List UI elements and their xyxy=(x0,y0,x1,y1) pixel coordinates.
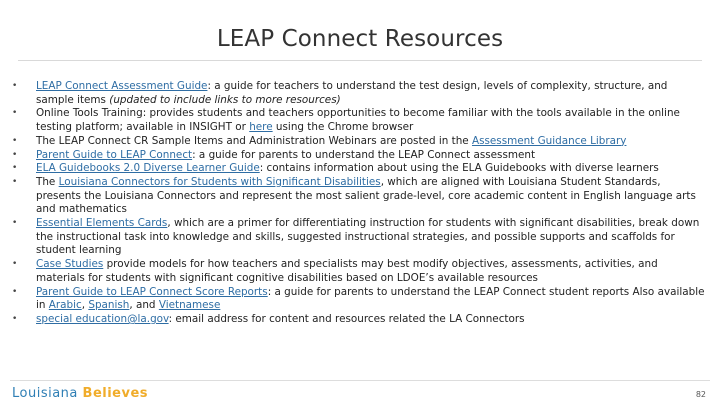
slide-title: LEAP Connect Resources xyxy=(216,26,504,52)
email-link[interactable]: special education@la.gov xyxy=(36,312,169,325)
list-item xyxy=(12,258,708,285)
list-item xyxy=(12,162,708,176)
ela-guidebooks-link[interactable]: ELA Guidebooks 2.0 Diverse Learner Guide xyxy=(36,162,260,175)
item-text: : a guide for parents to understand the LEAP Connect student reports Also available in xyxy=(36,285,705,312)
score-reports-link[interactable]: Parent Guide to LEAP Connect Score Reports xyxy=(36,285,268,298)
item-text: : a guide for teachers to understand the test design, levels of complexity, structure, and sample items xyxy=(36,80,668,106)
logo-word-louisiana: Louisiana xyxy=(12,386,78,401)
arabic-link[interactable]: Arabic xyxy=(48,299,82,312)
list-item xyxy=(12,313,708,327)
list-item xyxy=(12,149,708,163)
item-text: , and xyxy=(129,299,159,312)
assessment-guide-link[interactable]: LEAP Connect Assessment Guide xyxy=(36,80,208,92)
logo-word-believes: Believes xyxy=(82,386,149,401)
title-divider xyxy=(18,60,702,61)
resource-list xyxy=(12,80,708,327)
list-item xyxy=(12,135,708,149)
item-text: Online Tools Training: provides students and teachers opportunities to become familiar with the tools available in the online testing platform; available in INSIGHT or xyxy=(36,107,680,134)
item-text: , which are a primer for differentiating instruction for students with significant disabilities, break down the instructional task into knowledge and skills, suggested instructional strategies, and possible supports and scaffolds for student learning xyxy=(36,217,700,257)
item-text: : contains information about using the ELA Guidebooks with diverse learners xyxy=(259,162,659,175)
list-item xyxy=(12,286,708,313)
essential-elements-cards-link[interactable]: Essential Elements Cards xyxy=(36,217,168,230)
case-studies-link[interactable]: Case Studies xyxy=(36,258,104,271)
assessment-guidance-library-link[interactable]: Assessment Guidance Library xyxy=(471,134,627,147)
item-text: , which are aligned with Louisiana Student Standards, presents the Louisiana Connectors and represent the most salient grade-level, core academic content in English language arts and mathematics xyxy=(36,175,696,216)
item-text: provide models for how teachers and specialists may best modify objectives, assessments, activities, and materials for students with significant cognitive disabilities based on LDOE’s available resources xyxy=(36,258,658,284)
here-link[interactable]: here xyxy=(249,121,273,134)
item-text: The LEAP Connect CR Sample Items and Administration Webinars are posted in the xyxy=(36,134,472,147)
item-text: : a guide for parents to understand the LEAP Connect assessment xyxy=(192,148,536,161)
louisiana-connectors-link[interactable]: Louisiana Connectors for Students with Significant Disabilities xyxy=(58,175,381,188)
list-item xyxy=(12,217,708,258)
louisiana-believes-logo xyxy=(12,386,148,401)
list-item xyxy=(12,176,708,217)
item-note: (updated to include links to more resources) xyxy=(109,93,341,106)
item-text: , xyxy=(81,299,89,312)
item-text: The xyxy=(36,175,59,188)
vietnamese-link[interactable]: Vietnamese xyxy=(158,299,221,312)
list-item xyxy=(12,107,708,134)
item-text: using the Chrome browser xyxy=(272,121,414,134)
spanish-link[interactable]: Spanish xyxy=(88,299,130,312)
parent-guide-link[interactable]: Parent Guide to LEAP Connect xyxy=(36,148,193,161)
list-item xyxy=(12,80,708,107)
footer-divider xyxy=(10,380,710,381)
page-number: 82 xyxy=(695,390,706,399)
item-text: : email address for content and resources related the LA Connectors xyxy=(168,312,525,325)
